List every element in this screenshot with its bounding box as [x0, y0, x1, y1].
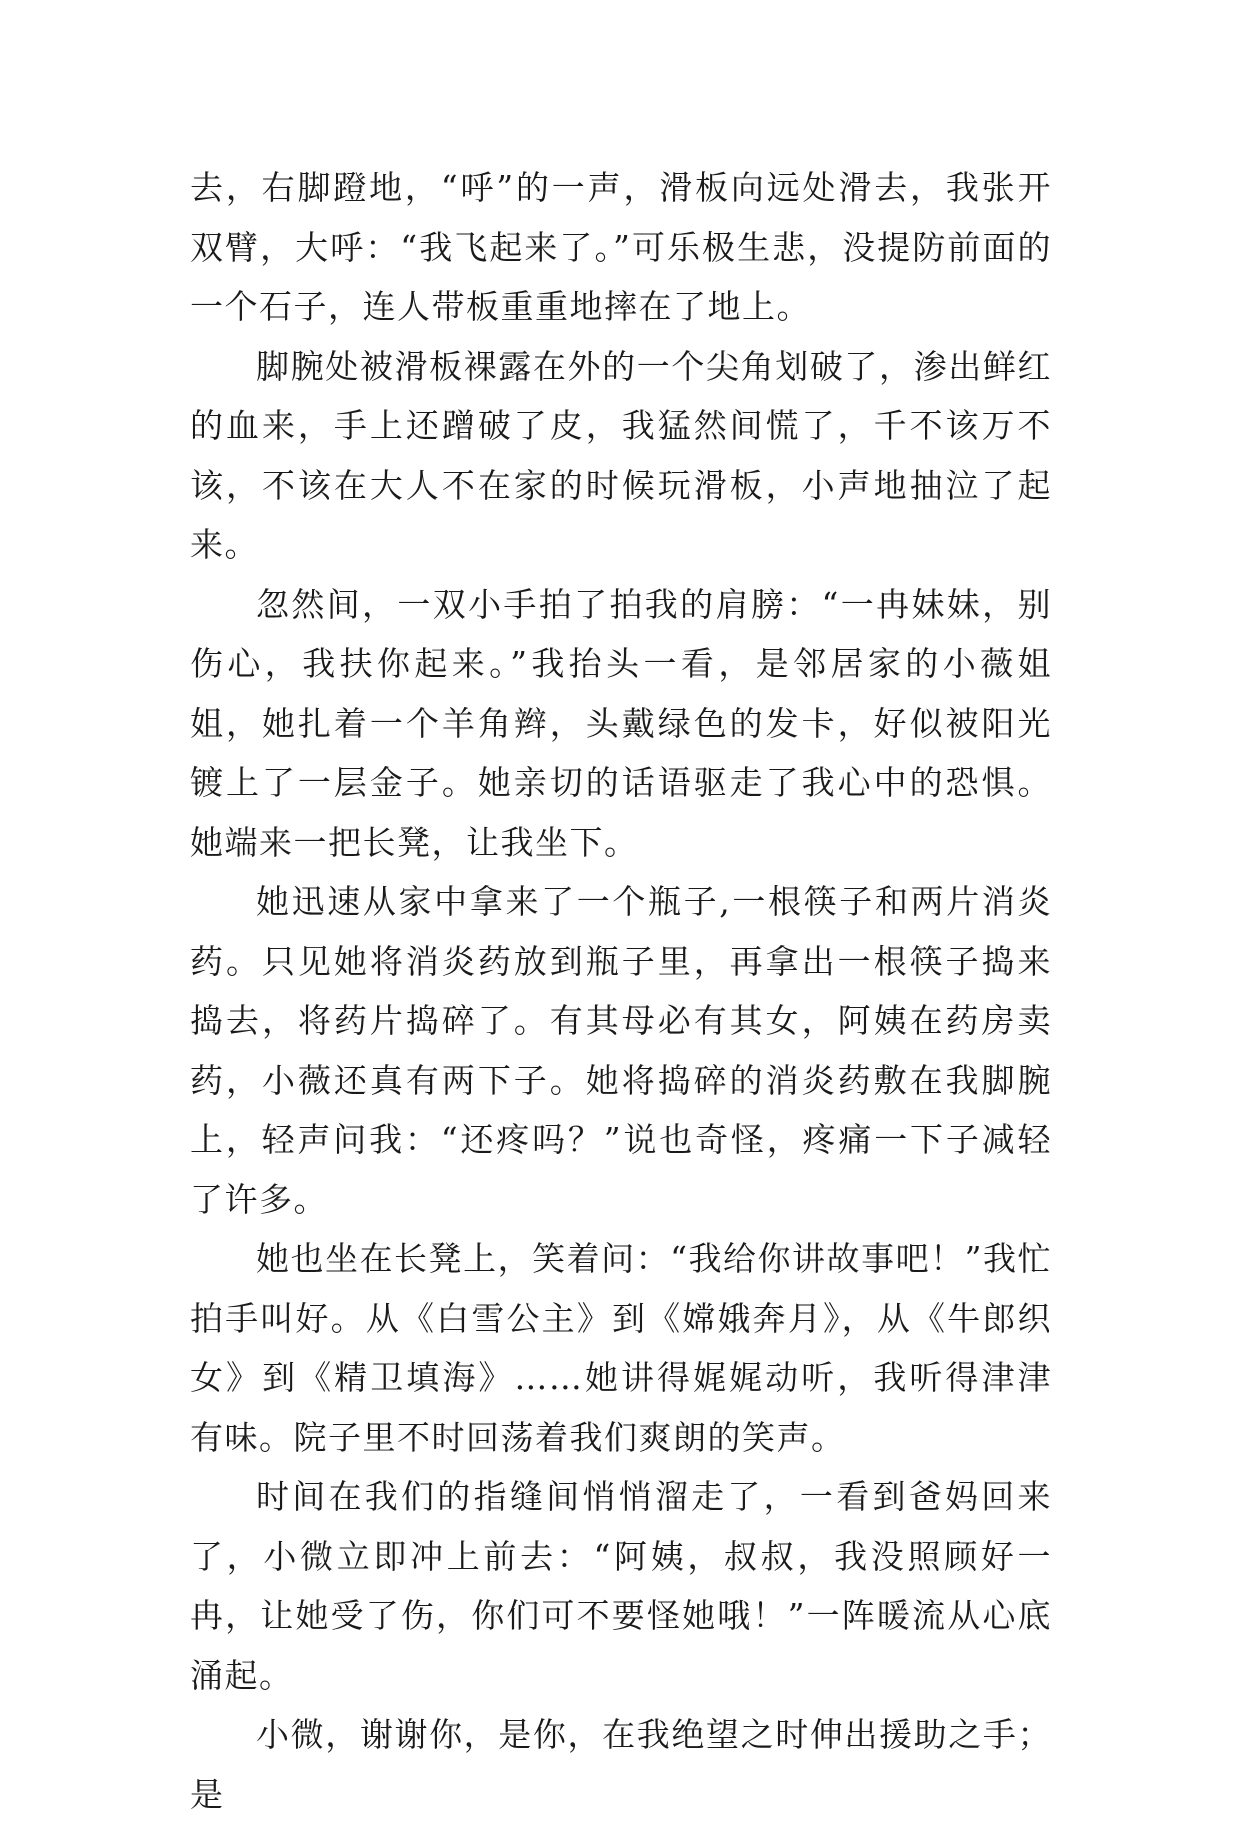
- paragraph-2: 脚腕处被滑板裸露在外的一个尖角划破了，渗出鲜红的血来，手上还蹭破了皮，我猛然间慌了，千不该万不该，不该在大人不在家的时候玩滑板，小声地抽泣了起来。: [190, 346, 1052, 564]
- paragraph-1: 去，右脚蹬地，“呼”的一声，滑板向远处滑去，我张开双臂，大呼：“我飞起来了。”可乐极生悲，没提防前面的一个石子，连人带板重重地摔在了地上。: [190, 168, 1052, 326]
- paragraph-5: 她也坐在长凳上，笑着问：“我给你讲故事吧！”我忙拍手叫好。从《白雪公主》到《嫦娥奔月》，从《牛郎织女》到《精卫填海》……她讲得娓娓动听，我听得津津有味。院子里不时回荡着我们爽朗的笑声。: [190, 1239, 1052, 1457]
- paragraph-7: 小微，谢谢你，是你，在我绝望之时伸出援助之手；是: [190, 1715, 1052, 1814]
- paragraph-3: 忽然间，一双小手拍了拍我的肩膀：“一冉妹妹，别伤心，我扶你起来。”我抬头一看，是邻居家的小薇姐姐，她扎着一个羊角辫，头戴绿色的发卡，好似被阳光镀上了一层金子。她亲切的话语驱走了我心中的恐惧。她端来一把长凳，让我坐下。: [190, 584, 1052, 862]
- paragraph-4: 她迅速从家中拿来了一个瓶子,一根筷子和两片消炎药。只见她将消炎药放到瓶子里，再拿出一根筷子捣来捣去，将药片捣碎了。有其母必有其女，阿姨在药房卖药，小薇还真有两下子。她将捣碎的消炎药敷在我脚腕上，轻声问我：“还疼吗？”说也奇怪，疼痛一下子减轻了许多。: [190, 882, 1052, 1219]
- body-text: [190, 158, 1052, 1824]
- paragraph-6: 时间在我们的指缝间悄悄溜走了，一看到爸妈回来了，小微立即冲上前去：“阿姨，叔叔，我没照顾好一冉，让她受了伤，你们可不要怪她哦！”一阵暖流从心底涌起。: [190, 1477, 1052, 1695]
